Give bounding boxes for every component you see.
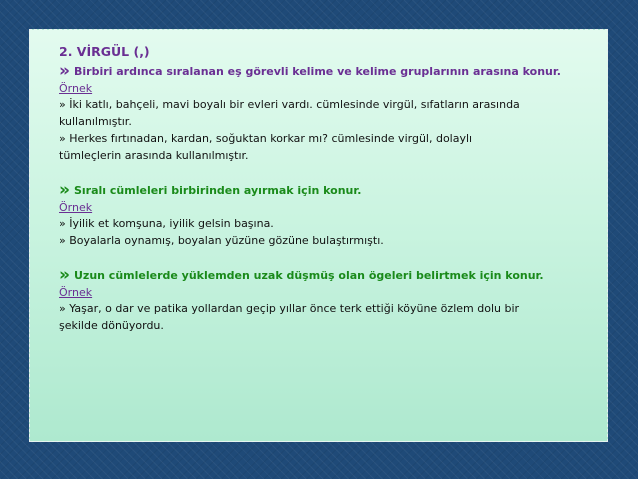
rule-2 <box>59 182 593 199</box>
example-1-line-4: tümleçlerin arasında kullanılmıştır. <box>59 149 249 162</box>
ornek-link-1[interactable]: Örnek <box>59 82 93 95</box>
content-panel <box>29 29 608 442</box>
example-3-line-2: şekilde dönüyordu. <box>59 319 164 332</box>
rule-1 <box>59 63 593 80</box>
arrow-icon: » <box>59 265 70 285</box>
example-1-line-1: » İki katlı, bahçeli, mavi boyalı bir evleri vardı. cümlesinde virgül, sıfatların arasında <box>59 98 520 111</box>
example-1-line-3: » Herkes fırtınadan, kardan, soğuktan korkar mı? cümlesinde virgül, dolaylı <box>59 132 473 145</box>
arrow-icon: » <box>59 61 70 81</box>
example-2-line-2: » Boyalarla oynamış, boyalan yüzüne gözüne bulaştırmıştı. <box>59 234 384 247</box>
example-2-line-1: » İyilik et komşuna, iyilik gelsin başına. <box>59 217 274 230</box>
rule-3 <box>59 267 593 284</box>
rule-3-text: Uzun cümlelerde yüklemden uzak düşmüş olan ögeleri belirtmek için konur. <box>73 269 544 282</box>
ornek-link-3[interactable]: Örnek <box>59 286 93 299</box>
slide-title: 2. VİRGÜL (,) <box>59 44 150 59</box>
rule-2-text: Sıralı cümleleri birbirinden ayırmak için konur. <box>73 184 362 197</box>
example-1-line-2: kullanılmıştır. <box>59 115 132 128</box>
ornek-link-2[interactable]: Örnek <box>59 201 93 214</box>
rule-1-text: Birbiri ardınca sıralanan eş görevli kelime ve kelime gruplarının arasına konur. <box>73 65 561 78</box>
arrow-icon: » <box>59 180 70 200</box>
example-3-line-1: » Yaşar, o dar ve patika yollardan geçip yıllar önce terk ettiği köyüne özlem dolu bir <box>59 302 520 315</box>
